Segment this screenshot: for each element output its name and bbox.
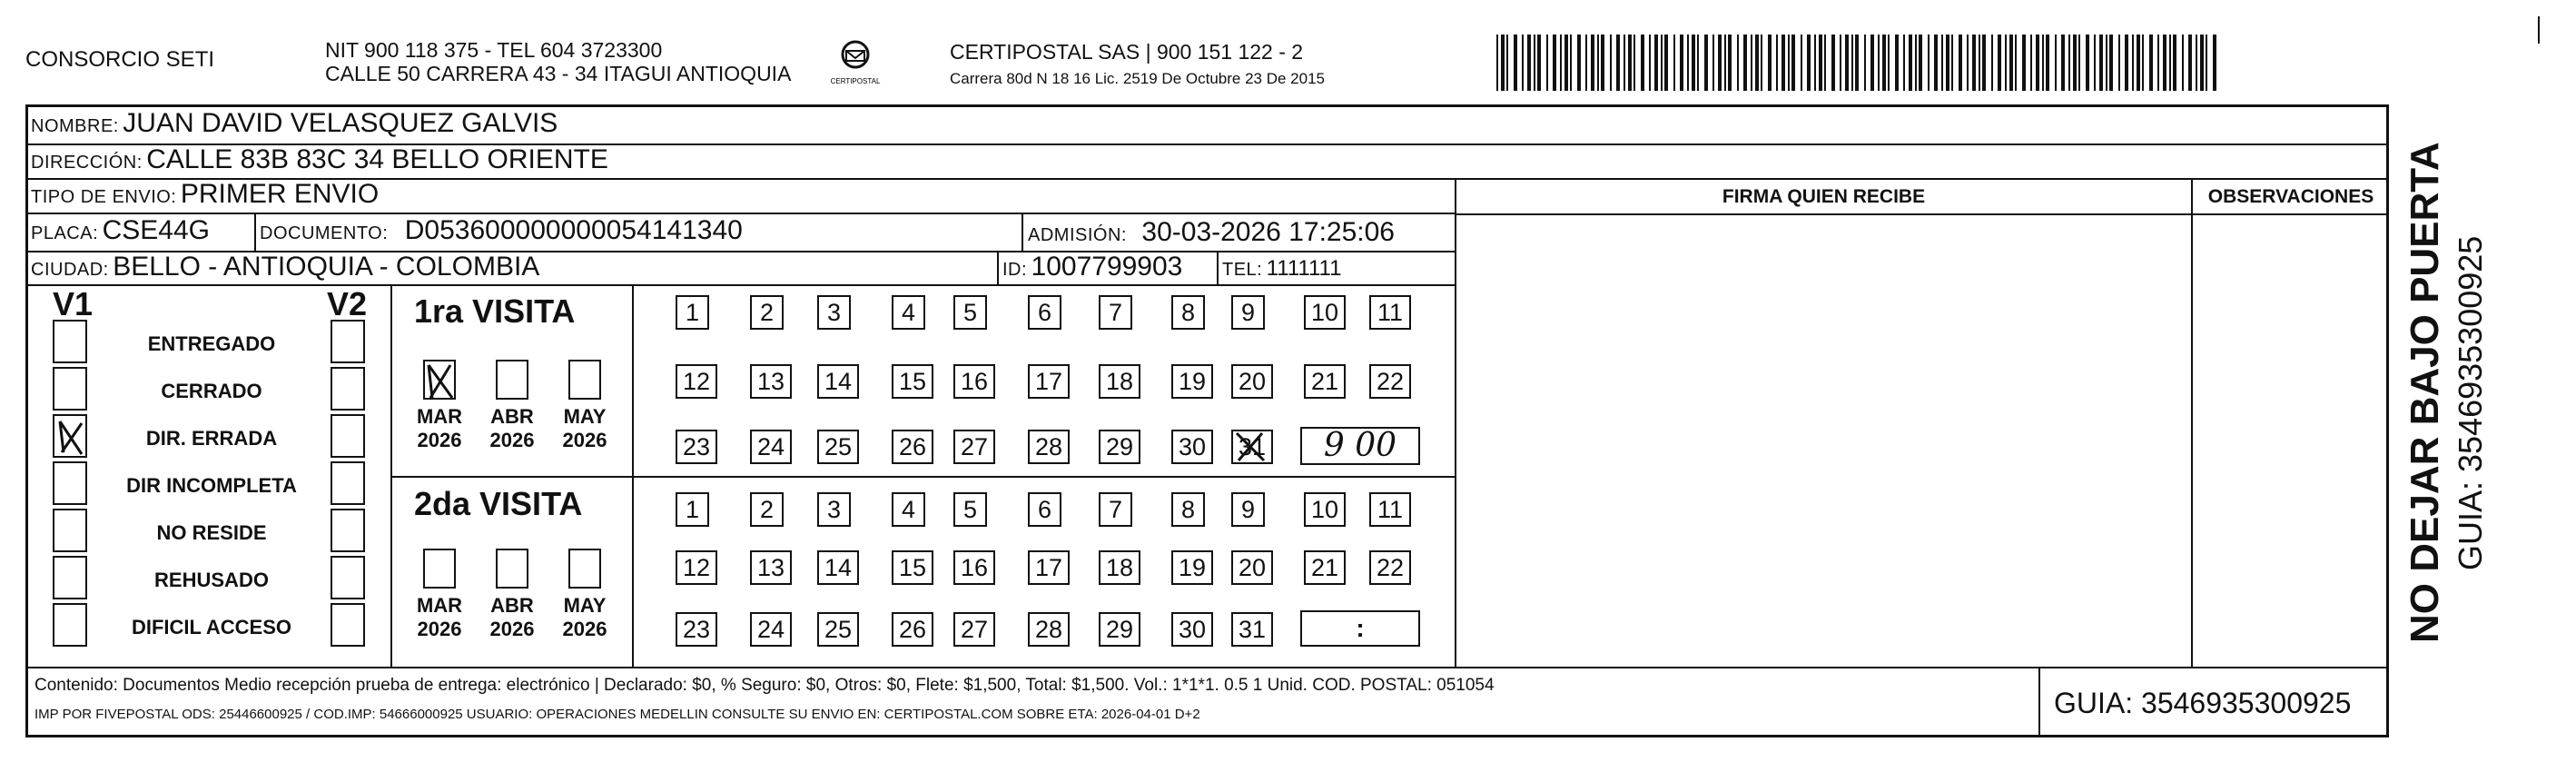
second-visit-day-box[interactable]: 6: [1028, 492, 1061, 527]
second-visit-day-box[interactable]: 29: [1099, 612, 1140, 647]
v2-checkbox[interactable]: [331, 556, 365, 599]
company-name: CONSORCIO SETI: [25, 47, 215, 72]
second-visit-day-box[interactable]: 13: [750, 550, 792, 585]
documento-field: [260, 214, 743, 252]
tipo-envio-label: TIPO DE ENVIO:: [31, 187, 177, 207]
first-visit-day-box[interactable]: 25: [817, 430, 859, 464]
tel-label: TEL:: [1222, 260, 1263, 280]
first-visit-day-box[interactable]: 5: [953, 295, 987, 330]
ciudad-field: [31, 251, 539, 288]
status-label: REHUSADO: [154, 569, 269, 591]
tipo-envio-value: PRIMER ENVIO: [180, 179, 380, 209]
second-visit-day-box[interactable]: 30: [1171, 612, 1213, 647]
placa-value: CSE44G: [102, 215, 210, 245]
v1-checkbox[interactable]: [53, 603, 87, 647]
handwritten-x-icon: [425, 361, 458, 401]
second-visit-day-box[interactable]: 16: [953, 550, 995, 585]
id-value: 1007799903: [1031, 252, 1183, 282]
first-visit-day-box[interactable]: 26: [892, 430, 933, 464]
direccion-row: [31, 144, 608, 181]
signature-area[interactable]: [1458, 216, 2189, 665]
nombre-value: JUAN DAVID VELASQUEZ GALVIS: [123, 108, 558, 138]
second-visit-title: 2da VISITA: [414, 485, 583, 522]
second-visit-year-label: 2026: [489, 618, 535, 640]
imp-line: IMP POR FIVEPOSTAL ODS: 25446600925 / COD.IMP: 54666000925 USUARIO: OPERACIONES MEDELLIN CONSULTE SU ENVIO EN: CERTIPOSTAL.COM SOBRE ETA: 2026-04-01 D+2: [35, 707, 1200, 722]
second-visit-day-box[interactable]: 23: [676, 612, 717, 647]
second-visit-day-box[interactable]: 31: [1231, 612, 1273, 647]
tel-field: [1222, 252, 1341, 288]
contenido-line: Contenido: Documentos Medio recepción prueba de entrega: electrónico | Declarado: $0, % Seguro: $0, Otros: $0, Flete: $1,500, Total: $1,500. Vol.: 1*1*1. 0.5 1 Unid. COD. POSTAL: 051054: [35, 676, 1495, 695]
second-visit-day-box[interactable]: 28: [1028, 612, 1070, 647]
first-visit-day-box[interactable]: 21: [1304, 364, 1346, 399]
second-visit-day-box[interactable]: 15: [892, 550, 933, 585]
second-visit-month-checkbox[interactable]: [423, 549, 456, 589]
first-visit-title: 1ra VISITA: [414, 292, 576, 330]
license-line: Carrera 80d N 18 16 Lic. 2519 De Octubre 23 De 2015: [950, 70, 1325, 87]
second-visit-year-label: 2026: [562, 618, 607, 640]
first-visit-day-box[interactable]: 28: [1028, 430, 1070, 464]
v2-checkbox[interactable]: [331, 603, 365, 647]
second-visit-day-box[interactable]: 21: [1304, 550, 1346, 585]
v1-checkbox[interactable]: [53, 320, 87, 363]
second-visit-day-box[interactable]: 14: [817, 550, 859, 585]
first-visit-day-box[interactable]: 13: [750, 364, 792, 399]
barcode-icon: [1496, 35, 2221, 91]
first-visit-day-box[interactable]: 4: [892, 295, 925, 330]
first-visit-day-box[interactable]: 19: [1171, 364, 1213, 399]
second-visit-day-box[interactable]: 22: [1369, 550, 1411, 585]
placa-label: PLACA:: [31, 223, 99, 243]
first-visit-day-box[interactable]: 1: [676, 295, 709, 330]
id-label: ID:: [1002, 260, 1028, 280]
v1-label: V1: [53, 285, 94, 322]
address-line: CALLE 50 CARRERA 43 - 34 ITAGUI ANTIOQUIA: [325, 62, 792, 85]
first-visit-day-box[interactable]: 9: [1231, 295, 1265, 330]
status-label: DIR INCOMPLETA: [126, 474, 297, 497]
second-visit-day-box[interactable]: 26: [892, 612, 933, 647]
v2-checkbox[interactable]: [331, 367, 365, 411]
second-visit-month-checkbox[interactable]: [496, 549, 528, 589]
second-visit-month-label: ABR: [490, 594, 534, 617]
second-visit-day-box[interactable]: 18: [1099, 550, 1140, 585]
v2-checkbox[interactable]: [331, 320, 365, 363]
side-guia-label: GUIA: 3546935300925: [2452, 235, 2489, 570]
no-dejar-label: NO DEJAR BAJO PUERTA: [2403, 142, 2447, 643]
first-visit-month-label: MAR: [416, 405, 463, 428]
v1-checkbox[interactable]: [53, 367, 87, 411]
observaciones-header: OBSERVACIONES: [2207, 186, 2374, 207]
second-visit-day-box[interactable]: 11: [1369, 492, 1411, 527]
second-visit-day-box[interactable]: 4: [892, 492, 925, 527]
tipo-envio-row: [31, 178, 379, 215]
nombre-row: [31, 107, 558, 144]
first-visit-day-box[interactable]: 14: [817, 364, 859, 399]
first-visit-day-box[interactable]: 29: [1099, 430, 1140, 464]
first-visit-day-box[interactable]: 7: [1099, 295, 1132, 330]
first-visit-month-label: MAY: [563, 405, 607, 428]
first-visit-day-box[interactable]: 17: [1028, 364, 1070, 399]
id-field: [1002, 251, 1182, 288]
first-visit-day-box[interactable]: 20: [1231, 364, 1273, 399]
second-visit-day-box[interactable]: 24: [750, 612, 792, 647]
certipostal-line: CERTIPOSTAL SAS | 900 151 122 - 2: [950, 40, 1304, 64]
first-visit-day-box[interactable]: 23: [676, 430, 717, 464]
first-visit-month-label: ABR: [490, 405, 534, 428]
first-visit-day-box[interactable]: 16: [953, 364, 995, 399]
first-visit-day-box[interactable]: 10: [1304, 295, 1346, 330]
first-visit-day-box[interactable]: 11: [1369, 295, 1411, 330]
envelope-logo-icon: [828, 38, 883, 93]
first-visit-month-checkbox[interactable]: [423, 360, 456, 400]
first-visit-day-box[interactable]: 3: [817, 295, 851, 330]
first-visit-month-checkbox[interactable]: [568, 360, 601, 400]
first-visit-day-box[interactable]: 27: [953, 430, 995, 464]
second-visit-day-box[interactable]: 2: [750, 492, 784, 527]
first-visit-day-box[interactable]: 2: [750, 295, 784, 330]
certipostal-logo: [828, 38, 883, 93]
documento-value: D053600000000054141340: [404, 215, 743, 245]
status-label: CERRADO: [161, 380, 262, 402]
first-visit-year-label: 2026: [562, 429, 607, 451]
guia-box: GUIA: 3546935300925: [2054, 687, 2352, 719]
ciudad-label: CIUDAD:: [31, 260, 109, 280]
second-visit-day-box[interactable]: 5: [953, 492, 987, 527]
second-visit-month-label: MAR: [416, 594, 463, 617]
second-visit-day-box[interactable]: 19: [1171, 550, 1213, 585]
firma-header: FIRMA QUIEN RECIBE: [1722, 186, 1926, 207]
admision-value: 30-03-2026 17:25:06: [1141, 217, 1395, 247]
second-visit-day-box[interactable]: 12: [676, 550, 717, 585]
status-label: NO RESIDE: [156, 521, 267, 544]
v1-checkbox[interactable]: [53, 509, 87, 552]
first-visit-day-box[interactable]: 12: [676, 364, 717, 399]
first-visit-day-box[interactable]: 15: [892, 364, 933, 399]
barcode: [1496, 35, 2221, 91]
svg-text:CERTIPOSTAL: CERTIPOSTAL: [830, 77, 881, 85]
status-label: ENTREGADO: [147, 332, 276, 355]
second-visit-year-label: 2026: [417, 618, 462, 640]
status-label: DIR. ERRADA: [145, 427, 278, 450]
admision-field: [1028, 216, 1395, 253]
second-visit-day-box[interactable]: 10: [1304, 492, 1346, 527]
second-visit-month-checkbox[interactable]: [568, 549, 601, 589]
nombre-label: NOMBRE:: [31, 116, 119, 136]
first-visit-day-box[interactable]: 31: [1231, 430, 1273, 464]
direccion-label: DIRECCIÓN:: [31, 153, 143, 173]
second-visit-day-box[interactable]: 20: [1231, 550, 1273, 585]
second-visit-day-box[interactable]: 1: [676, 492, 709, 527]
second-visit-month-label: MAY: [563, 594, 607, 617]
v2-checkbox[interactable]: [331, 461, 365, 505]
handwritten-x-icon: [1231, 430, 1273, 469]
observaciones-area[interactable]: [2195, 216, 2387, 665]
direccion-value: CALLE 83B 83C 34 BELLO ORIENTE: [146, 144, 608, 174]
ciudad-value: BELLO - ANTIOQUIA - COLOMBIA: [113, 252, 540, 282]
admision-label: ADMISIÓN:: [1028, 225, 1127, 245]
documento-label: DOCUMENTO:: [260, 223, 389, 243]
second-visit-day-box[interactable]: 25: [817, 612, 859, 647]
first-visit-day-box[interactable]: 18: [1099, 364, 1140, 399]
v2-checkbox[interactable]: [331, 414, 365, 458]
second-visit-day-box[interactable]: 9: [1231, 492, 1265, 527]
first-visit-day-box[interactable]: 8: [1171, 295, 1205, 330]
first-visit-time-field[interactable]: 9 00: [1300, 427, 1420, 465]
first-visit-day-box[interactable]: 22: [1369, 364, 1411, 399]
first-visit-day-box[interactable]: 30: [1171, 430, 1213, 464]
second-visit-time-field[interactable]: :: [1300, 610, 1420, 647]
first-visit-month-checkbox[interactable]: [496, 360, 528, 400]
v1-checkbox[interactable]: [53, 414, 87, 458]
placa-field: [31, 214, 210, 252]
first-visit-year-label: 2026: [417, 429, 462, 451]
status-label: DIFICIL ACCESO: [131, 616, 291, 638]
first-visit-day-box[interactable]: 24: [750, 430, 792, 464]
first-visit-year-label: 2026: [489, 429, 535, 451]
second-visit-day-box[interactable]: 7: [1099, 492, 1132, 527]
tel-value: 1111111: [1266, 256, 1342, 281]
handwritten-x-icon: [54, 416, 89, 460]
nit-line: NIT 900 118 375 - TEL 604 3723300: [325, 38, 663, 62]
v1-checkbox[interactable]: [53, 556, 87, 599]
v2-checkbox[interactable]: [331, 509, 365, 552]
v2-label: V2: [327, 285, 368, 322]
second-visit-day-box[interactable]: 17: [1028, 550, 1070, 585]
second-visit-day-box[interactable]: 8: [1171, 492, 1205, 527]
second-visit-day-box[interactable]: 3: [817, 492, 851, 527]
v1-checkbox[interactable]: [53, 461, 87, 505]
first-visit-day-box[interactable]: 6: [1028, 295, 1061, 330]
second-visit-day-box[interactable]: 27: [953, 612, 995, 647]
